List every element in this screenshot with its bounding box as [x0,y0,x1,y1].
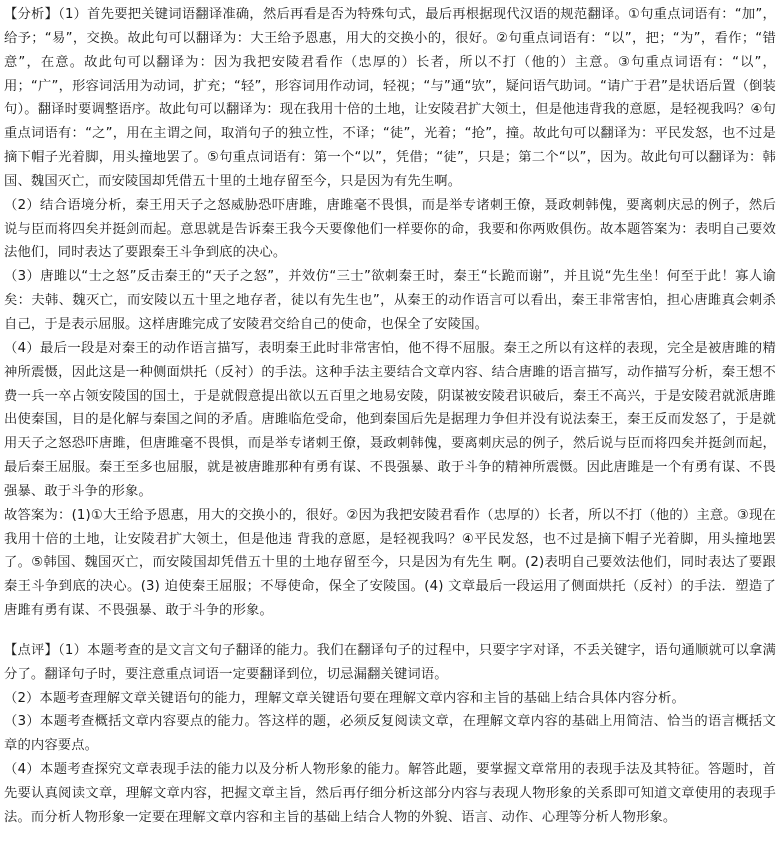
comment-text-1: （1）本题考查的是文言文句子翻译的能力。我们在翻译句子的过程中，只要字字对译，不丢关键字，语句通顺就可以拿满分了。翻译句子时，要注意重点词语一定要翻译到位，切忌漏翻关键词语。 [4,642,776,682]
comment-tag: 【点评】 [4,642,59,658]
analysis-section [4,3,776,623]
analysis-paragraph-3: （3）唐雎以“士之怒”反击秦王的“天子之怒”，并效仿“三士”欲刺秦王时，秦王“长跪而谢”，并且说“先生坐！何至于此！寡人谕矣：夫韩、魏灭亡，而安陵以五十里之地存者，徒以有先生也”，从秦王的动作语言可以看出，秦王非常害怕，担心唐雎真会刺杀自己，于是表示屈服。这样唐雎完成了安陵君交给自己的使命，也保全了安陵国。 [4,269,776,332]
analysis-paragraph-1 [4,3,776,194]
comment-paragraph-1 [4,639,776,687]
comment-section [4,639,776,830]
answer-paragraph: 故答案为：(1)①大王给予恩惠，用大的交换小的，很好。②因为我把安陵君看作（忠厚的）长者，所以不打（他的）主意。③现在我用十倍的土地，让安陵君扩大领土，但是他违 背我的意愿，是轻视我吗？④平民发怒，也不过是摘下帽子光着脚，用头撞地罢了。⑤韩国、魏国灭亡，而安陵国却凭借五十里的土地存留至今，只是因为有先生 啊。(2)表明自己要效法他们，同时表达了要跟秦王斗争到底的决心。(3) 迫使秦王屈服；不辱使命，保全了安陵国。(4) 文章最后一段运用了侧面烘托（反衬）的手法．塑造了唐雎有勇有谋、不畏强暴、敢于斗争的形象。 [4,507,776,619]
comment-paragraph-3: （3）本题考查概括文章内容要点的能力。答这样的题，必须反复阅读文章，在理解文章内容的基础上用简洁、恰当的语言概括文章的内容要点。 [4,714,776,754]
comment-paragraph-2: （2）本题考查理解文章关键语句的能力，理解文章关键语句要在理解文章内容和主旨的基础上结合具体内容分析。 [4,690,685,706]
analysis-text-1: （1）首先要把关键词语翻译准确，然后再看是否为特殊句式，最后再根据现代汉语的规范翻译。①句重点词语有：“加”，给予；“易”，交换。故此句可以翻译为：大王给予恩惠，用大的交换小的，很好。②句重点词语有：“以”，把；“为”，看作；“错意”，在意。故此句可以翻译为：因为我把安陵君看作（忠厚的）长者，所以不打（他的）主意。③句重点词语有：“以”，用；“广”，形容词活用为动词，扩充；“轻”，形容词用作动词，轻视；“与”通“欤”，疑问语气助词。“请广于君”是状语后置（倒装句）。翻译时要调整语序。故此句可以翻译为：现在我用十倍的土地，让安陵君扩大领土，但是他违背我的意愿，是轻视我吗？④句重点词语有：“之”，用在主谓之间，取消句子的独立性，不译；“徒”，光着；“抢”，撞。故此句可以翻译为：平民发怒，也不过是摘下帽子光着脚，用头撞地罢了。⑤句重点词语有：第一个“以”，凭借；“徒”，只是；第二个“以”，因为。故此句可以翻译为：韩国、魏国灭亡，而安陵国却凭借五十里的土地存留至今，只是因为有先生啊。 [4,7,776,189]
section-divider [4,623,776,639]
comment-paragraph-4: （4）本题考查探究文章表现手法的能力以及分析人物形象的能力。解答此题，要掌握文章常用的表现手法及其特征。答题时，首先要认真阅读文章，理解文章内容，把握文章主旨，然后再仔细分析这部分内容与表现人物形象的关系即可知道文章使用的表现手法。而分析人物形象一定要在理解文章内容和主旨的基础上结合人物的外貌、语言、动作、心理等分析人物形象。 [4,762,776,825]
analysis-paragraph-4: （4）最后一段是对秦王的动作语言描写，表明秦王此时非常害怕，他不得不屈服。秦王之所以有这样的表现，完全是被唐雎的精神所震慑，因此这是一种侧面烘托（反衬）的手法。这种手法主要结合文章内容、结合唐雎的语言描写，动作描写分析，秦王想不费一兵一卒占领安陵国的国土，于是就假意提出欲以五百里之地易安陵，阴谋被安陵君识破后，秦王不高兴，于是安陵君就派唐雎出使秦国，目的是化解与秦国之间的矛盾。唐雎临危受命，他到秦国后先是据理力争但并没有说法秦王，秦王反而发怒了，于是就用天子之怒恐吓唐雎，但唐雎毫不畏惧，而是举专诸刺王僚，聂政刺韩傀，要离刺庆忌的例子，然后说与臣而将四矣并挺剑而起，最后秦王屈服。秦王至多也屈服，就是被唐雎那种有勇有谋、不畏强暴、敢于斗争的精神所震慑。因此唐雎是一个有勇有谋、不畏强暴、敢于斗争的形象。 [4,340,776,499]
analysis-paragraph-2: （2）结合语境分析，秦王用天子之怒威胁恐吓唐雎，唐雎毫不畏惧，而是举专诸刺王僚，聂政刺韩傀，要离刺庆忌的例子，然后说与臣而将四矣并挺剑而起。意思就是告诉秦王我今天要像他们一样要你的命，我要和你两败俱伤。故本题答案为：表明自己要效法他们，同时表达了要跟秦王斗争到底的决心。 [4,197,776,261]
analysis-tag: 【分析】 [4,7,59,22]
